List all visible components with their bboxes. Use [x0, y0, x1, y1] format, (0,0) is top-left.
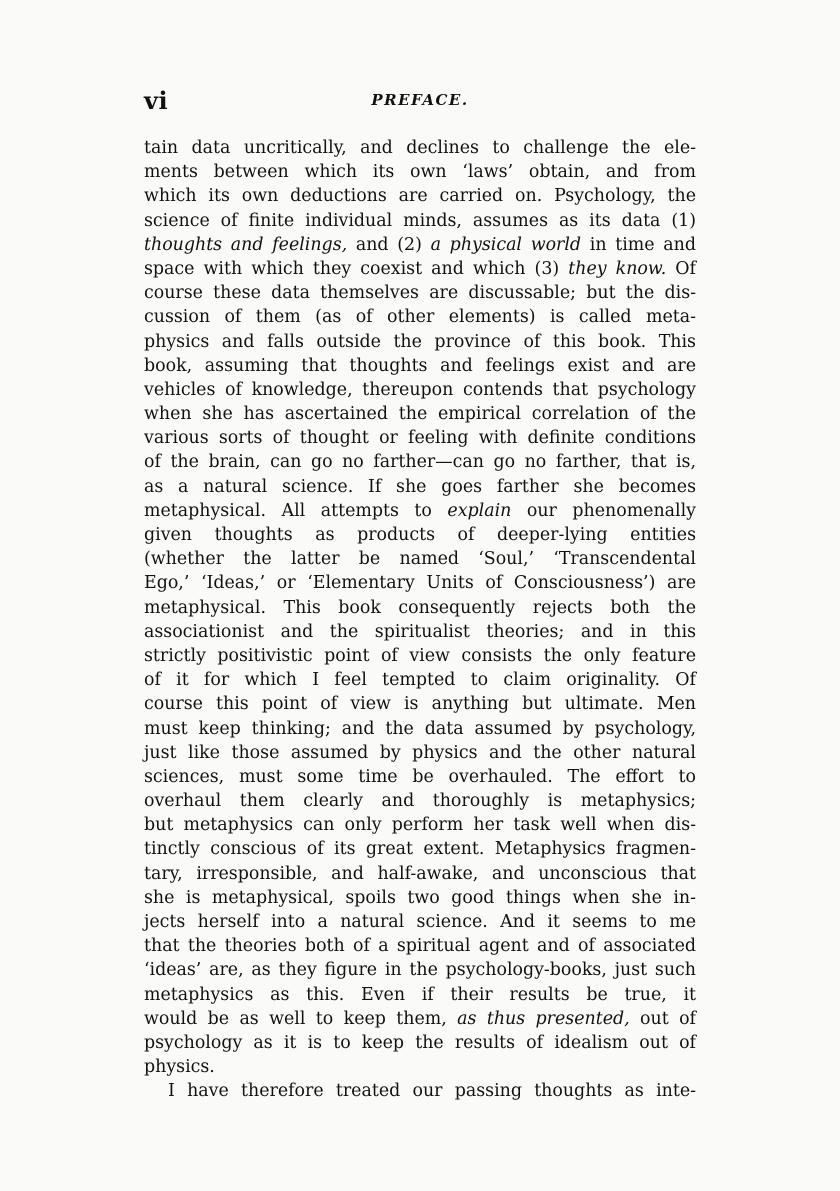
line-segment: space with which they coexist and which (3)	[144, 258, 569, 279]
line-segment: our phenomenally	[511, 500, 696, 521]
italic-phrase: as thus presented,	[457, 1008, 630, 1029]
text-line: various sorts of thought or feeling with definite conditions	[144, 428, 696, 449]
line-segment: in time and	[581, 234, 696, 255]
text-line: (whether the latter be named ‘Soul,’ ‘Transcendental	[144, 549, 696, 570]
running-head	[144, 86, 696, 120]
preface-body-text	[144, 136, 696, 1104]
text-line: that the theories both of a spiritual agent and of associated	[144, 936, 696, 957]
text-line: physics.	[144, 1057, 215, 1078]
italic-phrase: explain	[447, 500, 512, 521]
text-line: when she has ascertained the empirical correlation of the	[144, 404, 696, 425]
text-line: sciences, must some time be overhauled. The effort to	[144, 766, 696, 787]
text-line: metaphysics as this. Even if their results be true, it	[144, 984, 696, 1005]
text-line: Ego,’ ‘Ideas,’ or ‘Elementary Units of Consciousness’) are	[144, 573, 696, 594]
text-line: science of finite individual minds, assumes as its data (1)	[144, 210, 696, 231]
line-segment: and (2)	[347, 234, 431, 255]
italic-phrase: thoughts and feelings,	[144, 234, 348, 255]
text-line: but metaphysics can only perform her task well when dis-	[144, 815, 696, 836]
text-line: psychology as it is to keep the results of idealism out of	[144, 1032, 696, 1053]
text-line: given thoughts as products of deeper-lying entities	[144, 525, 696, 545]
text-line: of it for which I feel tempted to claim originality. Of	[144, 670, 696, 691]
text-line: strictly positivistic point of view consists the only feature	[144, 645, 696, 666]
text-line: overhaul them clearly and thoroughly is metaphysics;	[144, 791, 696, 812]
text-line: course these data themselves are discussable; but the dis-	[144, 283, 696, 304]
text-line	[144, 257, 696, 281]
text-line: of the brain, can go no farther—can go no farther, that is,	[144, 452, 696, 473]
italic-phrase: a physical world	[430, 234, 582, 255]
paragraph-first-line: I have therefore treated our passing thoughts as inte-	[168, 1081, 696, 1102]
text-line: which its own deductions are carried on. Psychology, the	[144, 186, 696, 207]
text-line: tinctly conscious of its great extent. Metaphysics fragmen-	[144, 839, 696, 860]
line-segment: Of	[666, 258, 696, 279]
text-line: tain data uncritically, and declines to challenge the ele-	[144, 138, 696, 158]
page-number: vi	[144, 86, 169, 115]
text-line: ments between which its own ‘laws’ obtain, and from	[144, 162, 696, 183]
text-line	[144, 499, 696, 523]
text-line: ‘ideas’ are, as they figure in the psychology-books, just such	[144, 960, 696, 981]
italic-phrase: they know.	[568, 258, 667, 279]
running-head-title: PREFACE.	[371, 91, 469, 109]
text-line: must keep thinking; and the data assumed by psychology,	[144, 718, 696, 739]
line-segment: out of	[629, 1008, 696, 1029]
text-line: vehicles of knowledge, thereupon contends that psychology	[144, 379, 696, 400]
line-segment: metaphysical. All attempts to	[144, 500, 448, 521]
text-line: metaphysical. This book consequently rejects both the	[144, 597, 696, 618]
text-line: physics and falls outside the province of this book. This	[144, 331, 696, 352]
text-line	[144, 233, 696, 257]
text-line: she is metaphysical, spoils two good things when she in-	[144, 887, 696, 908]
text-line: book, assuming that thoughts and feelings exist and are	[144, 355, 696, 376]
text-line: cussion of them (as of other elements) is called meta-	[144, 307, 696, 328]
text-line: jects herself into a natural science. And it seems to me	[144, 912, 696, 932]
text-line: just like those assumed by physics and the other natural	[144, 742, 696, 763]
text-line: course this point of view is anything but ultimate. Men	[144, 694, 696, 715]
text-line: tary, irresponsible, and half-awake, and unconscious that	[144, 863, 696, 884]
line-segment: would be as well to keep them,	[144, 1008, 458, 1029]
text-line	[144, 1007, 696, 1031]
text-line: associationist and the spiritualist theories; and in this	[144, 621, 696, 642]
text-line: as a natural science. If she goes farther she becomes	[144, 476, 696, 497]
